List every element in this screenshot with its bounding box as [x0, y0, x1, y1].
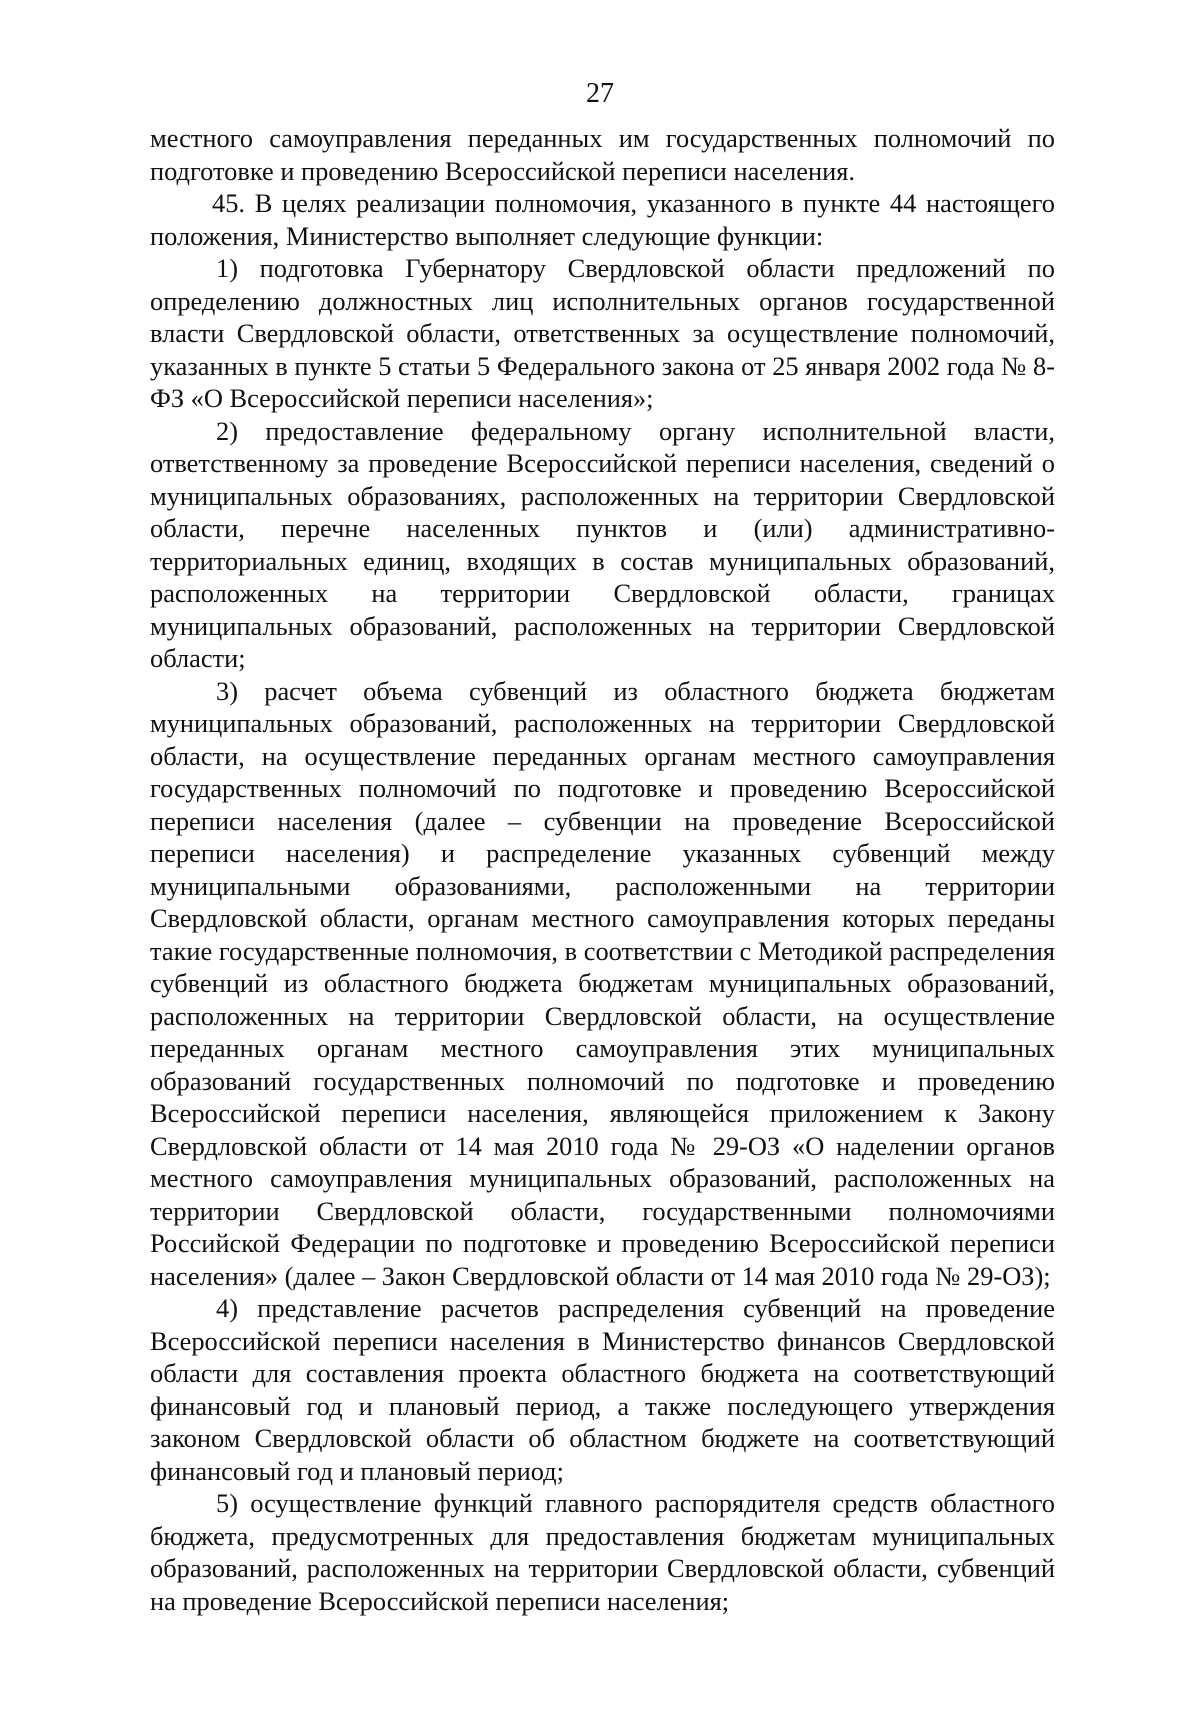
- paragraph-subitem-1: 1) подготовка Губернатору Свердловской области предложений по определению должностных лиц исполнительных органов государственной власти Свердловской области, ответственных за осуществление полномочий, указанных в пункте 5 статьи 5 Федерального закона от 25 января 2002 года № 8-ФЗ «О Всероссийской переписи населения»;: [150, 253, 1055, 413]
- page-number: 27: [586, 78, 614, 109]
- paragraph-subitem-3: 3) расчет объема субвенций из областного бюджета бюджетам муниципальных образований, расположенных на территории Свердловской области, на осуществление переданных органам местного самоуправления государственных полномочий по подготовке и проведению Всероссийской переписи населения (далее – субвенции на проведение Всероссийской переписи населения) и распределение указанных субвенций между муниципальными образованиями, расположенными на территории Свердловской области, органам местного самоуправления которых переданы такие государственные полномочия, в соответствии с Методикой распределения субвенций из областного бюджета бюджетам муниципальных образований, расположенных на территории Свердловской области, на осуществление переданных органам местного самоуправления этих муниципальных образований государственных полномочий по подготовке и проведению Всероссийской переписи населения, являющейся приложением к Закону Свердловской области от 14 мая 2010 года № 29-ОЗ «О наделении органов местного самоуправления муниципальных образований, расположенных на территории Свердловской области, государственными полномочиями Российской Федерации по подготовке и проведению Всероссийской переписи населения» (далее – Закон Свердловской области от 14 мая 2010 года № 29-ОЗ);: [150, 675, 1055, 1291]
- paragraph-continuation: местного самоуправления переданных им государственных полномочий по подготовке и проведению Всероссийской переписи населения.: [150, 123, 1055, 186]
- paragraph-subitem-2: 2) предоставление федеральному органу исполнительной власти, ответственному за проведение Всероссийской переписи населения, сведений о муниципальных образованиях, расположенных на территории Свердловской области, перечне населенных пунктов и (или) административно-территориальных единиц, входящих в состав муниципальных образований, расположенных на территории Свердловской области, границах муниципальных образований, расположенных на территории Свердловской области;: [150, 415, 1055, 673]
- paragraph-subitem-5: 5) осуществление функций главного распорядителя средств областного бюджета, предусмотренных для предоставления бюджетам муниципальных образований, расположенных на территории Свердловской области, субвенций на проведение Всероссийской переписи населения;: [150, 1488, 1055, 1616]
- paragraph-subitem-4: 4) представление расчетов распределения субвенций на проведение Всероссийской переписи населения в Министерство финансов Свердловской области для составления проекта областного бюджета на соответствующий финансовый год и плановый период, а также последующего утверждения законом Свердловской области об областном бюджете на соответствующий финансовый год и плановый период;: [150, 1293, 1055, 1486]
- document-body: [150, 122, 1055, 1617]
- paragraph-item-45: 45. В целях реализации полномочия, указанного в пункте 44 настоящего положения, Министерство выполняет следующие функции:: [150, 188, 1055, 251]
